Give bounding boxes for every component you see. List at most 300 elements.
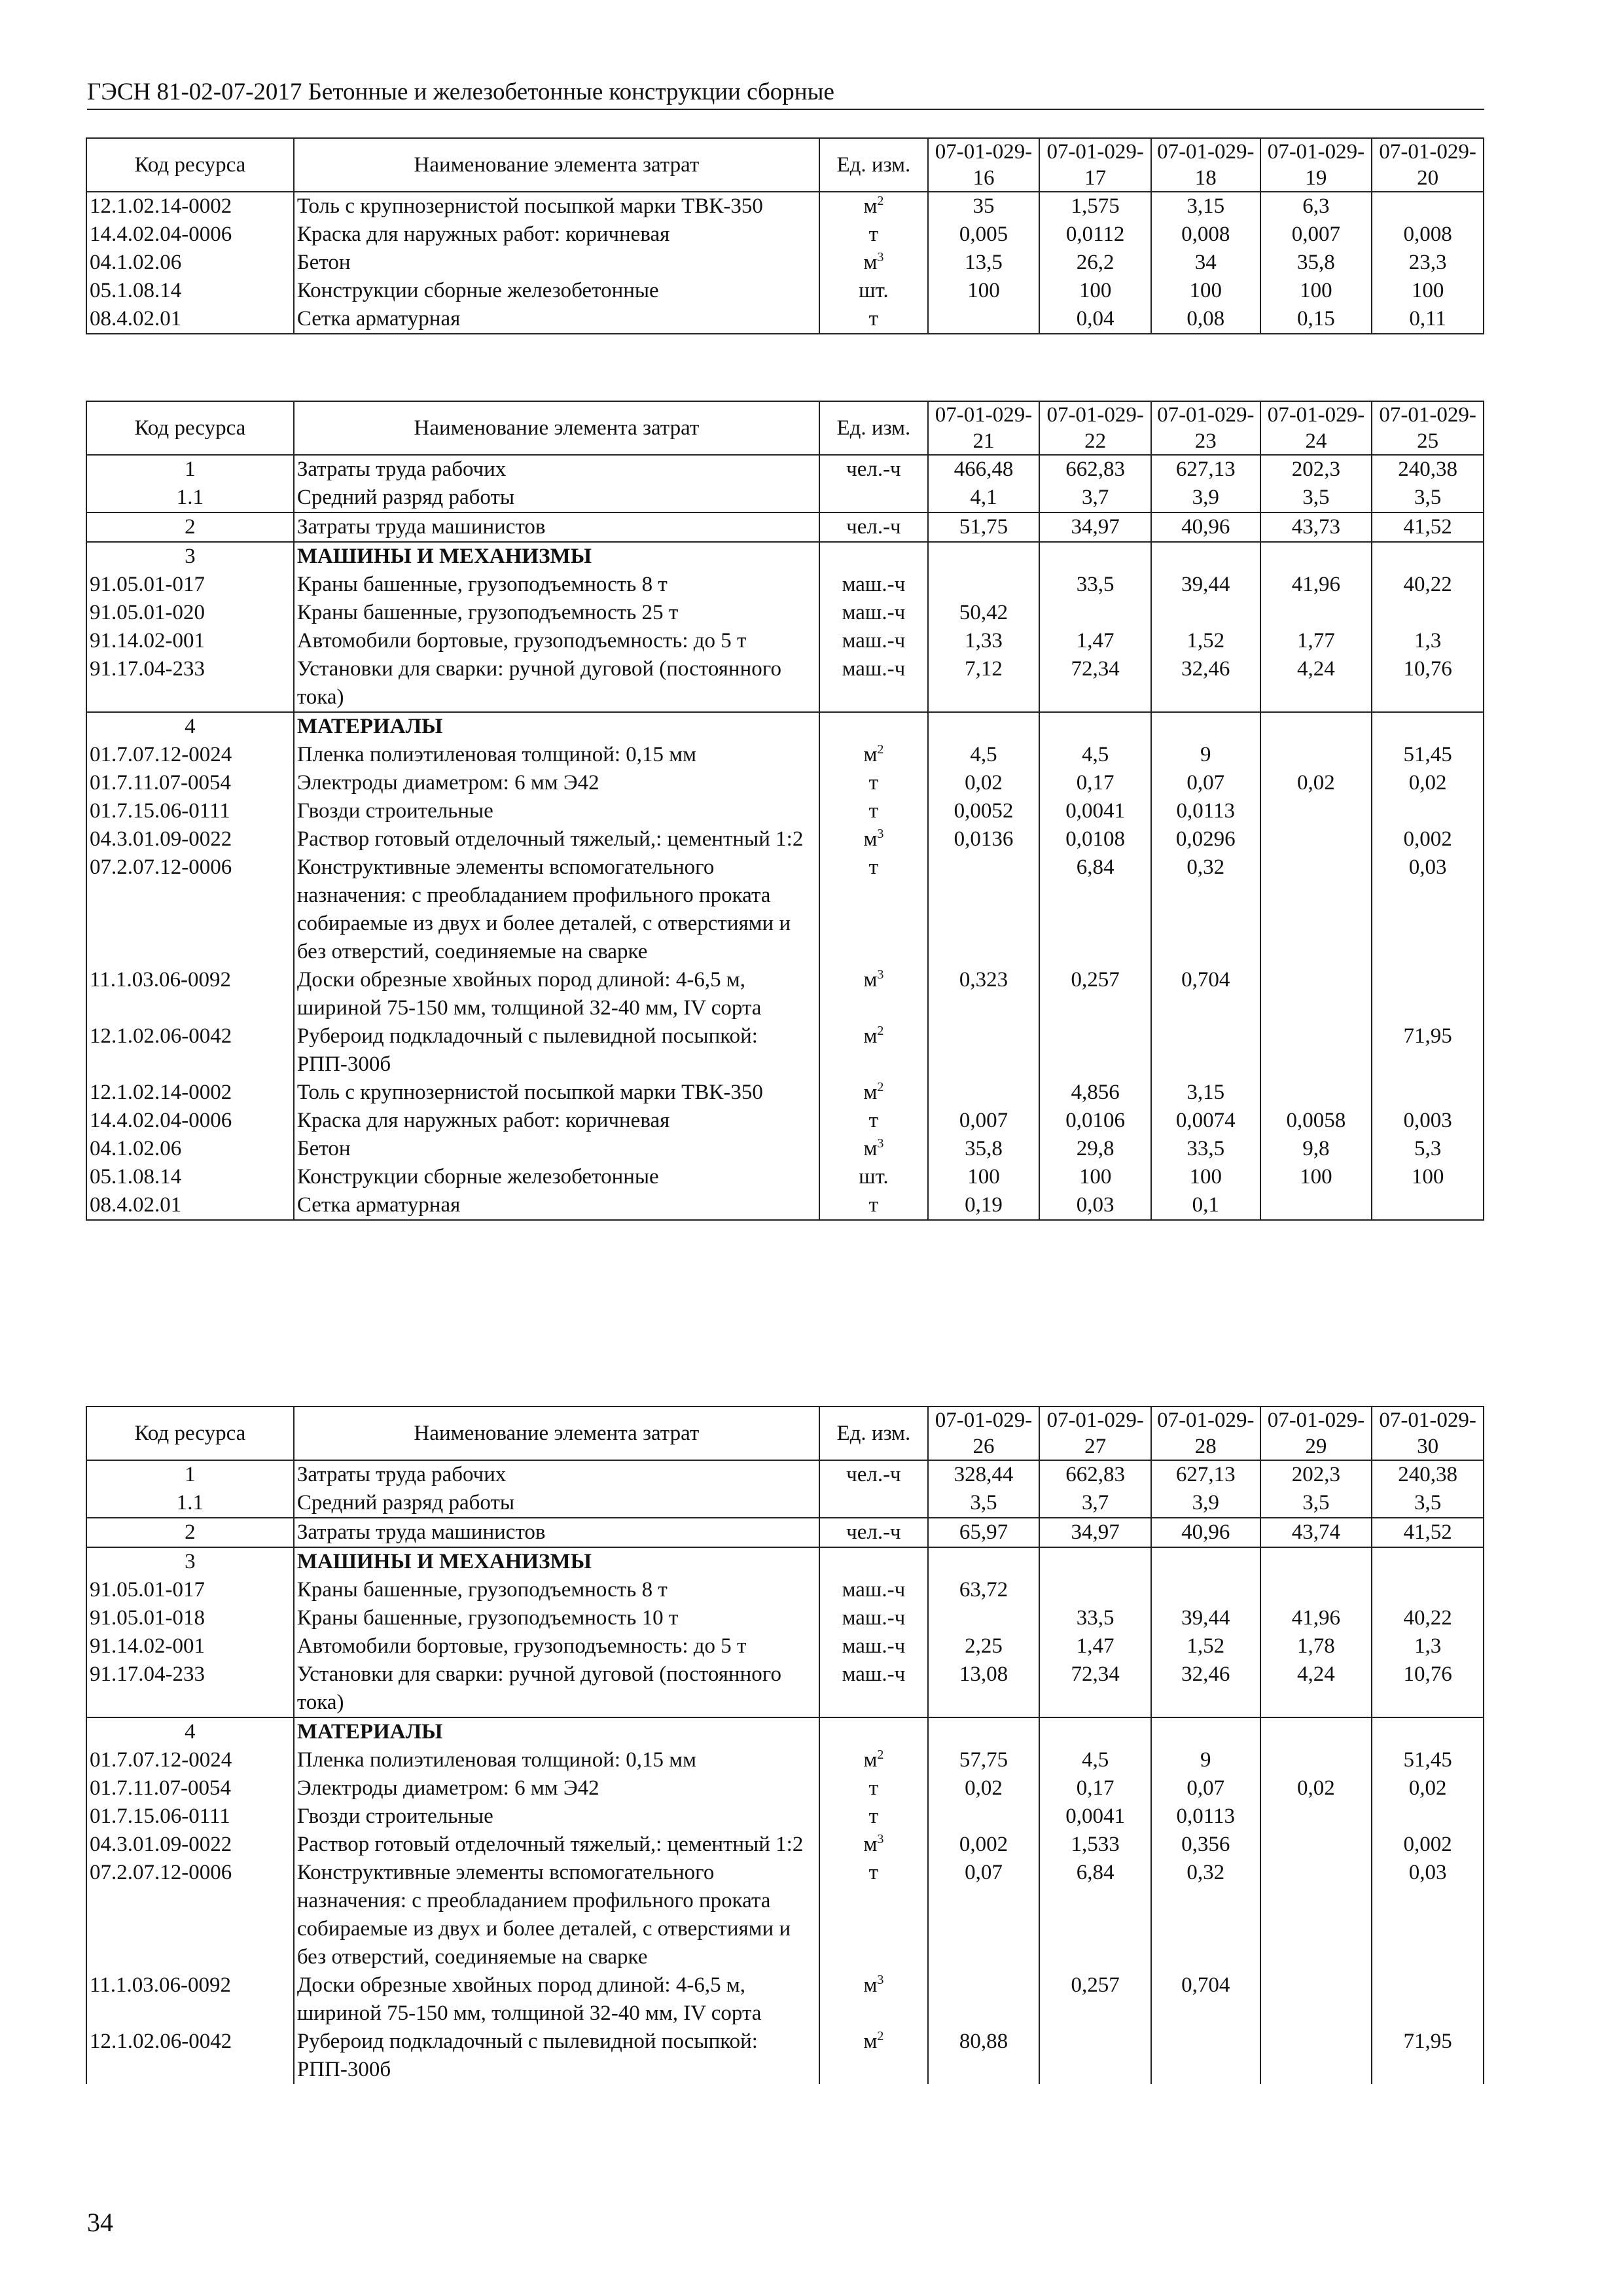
resource-value: 7,12 xyxy=(928,655,1040,712)
unit-superscript: 3 xyxy=(877,1973,884,1987)
resource-value xyxy=(1372,1717,1484,1746)
resource-value: 72,34 xyxy=(1039,655,1151,712)
column-header-norm: 07-01-029- 22 xyxy=(1039,401,1151,455)
resource-value xyxy=(928,712,1040,741)
resource-value xyxy=(1260,1576,1372,1604)
resource-value: 26,2 xyxy=(1039,249,1151,277)
resource-value: 3,5 xyxy=(1372,484,1484,512)
resource-code: 08.4.02.01 xyxy=(86,305,294,334)
resource-value: 0,04 xyxy=(1039,305,1151,334)
table-row xyxy=(86,571,1484,599)
resource-value: 0,02 xyxy=(1260,769,1372,797)
column-header-norm: 07-01-029- 24 xyxy=(1260,401,1372,455)
resource-value: 4,5 xyxy=(1039,741,1151,769)
resource-unit: т xyxy=(819,1774,928,1803)
column-header-norm: 07-01-029- 25 xyxy=(1372,401,1484,455)
table-row xyxy=(86,1518,1484,1547)
resource-value xyxy=(1151,542,1260,571)
resource-value: 39,44 xyxy=(1151,1604,1260,1632)
resource-value: 100 xyxy=(1372,1163,1484,1191)
resource-value xyxy=(1260,853,1372,966)
resource-value xyxy=(1151,1022,1260,1079)
resource-value: 1,52 xyxy=(1151,627,1260,655)
resource-code: 01.7.11.07-0054 xyxy=(86,1774,294,1803)
resource-value xyxy=(928,1803,1040,1831)
resource-name: Толь с крупнозернистой посыпкой марки ТВК-350 xyxy=(294,192,819,221)
resource-value: 0,02 xyxy=(928,769,1040,797)
table-row xyxy=(86,1746,1484,1774)
resource-value: 34 xyxy=(1151,249,1260,277)
resource-value: 43,74 xyxy=(1260,1518,1372,1547)
resource-value: 240,38 xyxy=(1372,1460,1484,1489)
resource-value: 0,323 xyxy=(928,966,1040,1022)
column-header-unit: Ед. изм. xyxy=(819,138,928,192)
resource-value xyxy=(928,1022,1040,1079)
resource-value: 34,97 xyxy=(1039,512,1151,542)
resource-value xyxy=(1372,1576,1484,1604)
resource-value: 9 xyxy=(1151,1746,1260,1774)
resource-value xyxy=(1151,712,1260,741)
resource-value: 41,96 xyxy=(1260,571,1372,599)
table-row xyxy=(86,1547,1484,1576)
resource-value: 100 xyxy=(1260,1163,1372,1191)
table-row xyxy=(86,1717,1484,1746)
resource-code: 12.1.02.06-0042 xyxy=(86,2028,294,2084)
resource-table xyxy=(86,401,1484,1221)
resource-unit: $м^2$ xyxy=(819,2028,928,2084)
column-header-norm: 07-01-029- 20 xyxy=(1372,138,1484,192)
resource-value: 40,96 xyxy=(1151,1518,1260,1547)
resource-name: Краска для наружных работ: коричневая xyxy=(294,221,819,249)
resource-value xyxy=(1039,1022,1151,1079)
page-number: 34 xyxy=(87,2208,113,2237)
table-row xyxy=(86,1774,1484,1803)
resource-code: 11.1.03.06-0092 xyxy=(86,1971,294,2028)
resource-code: 07.2.07.12-0006 xyxy=(86,853,294,966)
resource-code: 01.7.15.06-0111 xyxy=(86,797,294,825)
resource-value xyxy=(1151,2028,1260,2084)
resource-value: 0,0058 xyxy=(1260,1107,1372,1135)
resource-value xyxy=(1372,542,1484,571)
resource-value: 41,52 xyxy=(1372,1518,1484,1547)
resource-unit: т xyxy=(819,769,928,797)
resource-value: 6,84 xyxy=(1039,1859,1151,1971)
resource-name: Установки для сварки: ручной дуговой (постоянного тока) xyxy=(294,1660,819,1717)
resource-value: 0,02 xyxy=(1260,1774,1372,1803)
resource-unit xyxy=(819,1717,928,1746)
resource-code: 1.1 xyxy=(86,1489,294,1518)
resource-value: 627,13 xyxy=(1151,455,1260,484)
resource-name: Конструкции сборные железобетонные xyxy=(294,277,819,305)
table-header-row xyxy=(86,401,1484,455)
table-row xyxy=(86,1831,1484,1859)
resource-name: Гвозди строительные xyxy=(294,797,819,825)
resource-name: Сетка арматурная xyxy=(294,305,819,334)
resource-value xyxy=(928,1547,1040,1576)
resource-value: 40,22 xyxy=(1372,571,1484,599)
resource-name: Краска для наружных работ: коричневая xyxy=(294,1107,819,1135)
resource-value xyxy=(1039,599,1151,627)
resource-value: 40,96 xyxy=(1151,512,1260,542)
resource-value: 1,52 xyxy=(1151,1632,1260,1660)
resource-value: 0,002 xyxy=(1372,825,1484,853)
resource-value xyxy=(1039,2028,1151,2084)
resource-value: 0,07 xyxy=(1151,769,1260,797)
resource-value xyxy=(1260,1803,1372,1831)
resource-code: 2 xyxy=(86,512,294,542)
resource-value: 10,76 xyxy=(1372,655,1484,712)
table-row xyxy=(86,1576,1484,1604)
column-header-code: Код ресурса xyxy=(86,401,294,455)
resource-table xyxy=(86,1406,1484,2084)
resource-value: 100 xyxy=(1372,277,1484,305)
resource-value: 0,03 xyxy=(1039,1191,1151,1220)
column-header-norm: 07-01-029- 27 xyxy=(1039,1407,1151,1460)
unit-superscript: 3 xyxy=(877,1832,884,1846)
resource-value: 0,08 xyxy=(1151,305,1260,334)
resource-name: Толь с крупнозернистой посыпкой марки ТВК-350 xyxy=(294,1079,819,1107)
resource-value xyxy=(1260,1831,1372,1859)
resource-value: 32,46 xyxy=(1151,655,1260,712)
column-header-norm: 07-01-029- 23 xyxy=(1151,401,1260,455)
resource-value: 466,48 xyxy=(928,455,1040,484)
column-header-name: Наименование элемента затрат xyxy=(294,401,819,455)
resource-value: 3,5 xyxy=(1372,1489,1484,1518)
resource-value: 1,533 xyxy=(1039,1831,1151,1859)
resource-unit: маш.-ч xyxy=(819,627,928,655)
table-row xyxy=(86,484,1484,512)
table-row xyxy=(86,512,1484,542)
resource-value: 33,5 xyxy=(1039,1604,1151,1632)
resource-value: 0,1 xyxy=(1151,1191,1260,1220)
table-row xyxy=(86,966,1484,1022)
resource-value: 33,5 xyxy=(1151,1135,1260,1163)
table-row xyxy=(86,1489,1484,1518)
resource-value xyxy=(1260,1746,1372,1774)
resource-code: 11.1.03.06-0092 xyxy=(86,966,294,1022)
table-row xyxy=(86,249,1484,277)
resource-value: 0,0041 xyxy=(1039,797,1151,825)
column-header-name: Наименование элемента затрат xyxy=(294,138,819,192)
column-header-unit: Ед. изм. xyxy=(819,401,928,455)
resource-value: 328,44 xyxy=(928,1460,1040,1489)
resource-value xyxy=(1039,1717,1151,1746)
resource-value xyxy=(1039,1547,1151,1576)
resource-value xyxy=(1260,1022,1372,1079)
table-row xyxy=(86,1971,1484,2028)
unit-superscript: 3 xyxy=(877,250,884,264)
resource-value: 100 xyxy=(928,1163,1040,1191)
resource-code: 12.1.02.14-0002 xyxy=(86,192,294,221)
resource-unit: чел.-ч xyxy=(819,1518,928,1547)
resource-value xyxy=(1372,797,1484,825)
resource-value: 34,97 xyxy=(1039,1518,1151,1547)
resource-value: 32,46 xyxy=(1151,1660,1260,1717)
resource-value xyxy=(1372,1971,1484,2028)
resource-unit: $м^3$ xyxy=(819,249,928,277)
resource-value: 0,02 xyxy=(928,1774,1040,1803)
resource-unit xyxy=(819,1547,928,1576)
resource-value: 9 xyxy=(1151,741,1260,769)
resource-name: Бетон xyxy=(294,1135,819,1163)
resource-value xyxy=(1151,599,1260,627)
resource-name: Бетон xyxy=(294,249,819,277)
unit-superscript: 3 xyxy=(877,967,884,982)
resource-name: Установки для сварки: ручной дуговой (постоянного тока) xyxy=(294,655,819,712)
resource-value: 1,3 xyxy=(1372,627,1484,655)
resource-unit: маш.-ч xyxy=(819,1576,928,1604)
resource-value: 0,03 xyxy=(1372,1859,1484,1971)
unit-superscript: 2 xyxy=(877,194,884,208)
resource-value: 0,11 xyxy=(1372,305,1484,334)
resource-value: 0,002 xyxy=(1372,1831,1484,1859)
table-row xyxy=(86,305,1484,334)
resource-value: 1,47 xyxy=(1039,1632,1151,1660)
resource-value: 240,38 xyxy=(1372,455,1484,484)
resource-unit: т xyxy=(819,1859,928,1971)
column-header-norm: 07-01-029- 17 xyxy=(1039,138,1151,192)
resource-value: 100 xyxy=(1151,277,1260,305)
column-header-unit: Ед. изм. xyxy=(819,1407,928,1460)
resource-code: 91.05.01-018 xyxy=(86,1604,294,1632)
resource-value: 662,83 xyxy=(1039,455,1151,484)
resource-value: 0,007 xyxy=(928,1107,1040,1135)
table-row xyxy=(86,192,1484,221)
resource-value: 100 xyxy=(1260,277,1372,305)
resource-value xyxy=(928,542,1040,571)
resource-value: 202,3 xyxy=(1260,455,1372,484)
resource-unit: $м^3$ xyxy=(819,1971,928,2028)
resource-value: 100 xyxy=(1151,1163,1260,1191)
table-row xyxy=(86,1660,1484,1717)
resource-code: 04.3.01.09-0022 xyxy=(86,825,294,853)
column-header-code: Код ресурса xyxy=(86,138,294,192)
table-row xyxy=(86,1604,1484,1632)
resource-value: 4,5 xyxy=(928,741,1040,769)
resource-unit: $м^2$ xyxy=(819,1746,928,1774)
resource-value xyxy=(1260,797,1372,825)
resource-value xyxy=(1151,1576,1260,1604)
resource-value xyxy=(1260,1079,1372,1107)
table-row xyxy=(86,1135,1484,1163)
resource-value: 0,17 xyxy=(1039,1774,1151,1803)
resource-code: 05.1.08.14 xyxy=(86,277,294,305)
resource-value: 662,83 xyxy=(1039,1460,1151,1489)
table-row xyxy=(86,221,1484,249)
resource-unit: маш.-ч xyxy=(819,571,928,599)
resource-value: 71,95 xyxy=(1372,1022,1484,1079)
resource-unit: маш.-ч xyxy=(819,1632,928,1660)
resource-value: 72,34 xyxy=(1039,1660,1151,1717)
resource-value: 3,9 xyxy=(1151,1489,1260,1518)
resource-unit xyxy=(819,484,928,512)
resource-value: 0,0296 xyxy=(1151,825,1260,853)
resource-value: 0,0112 xyxy=(1039,221,1151,249)
table-row xyxy=(86,825,1484,853)
resource-value: 3,7 xyxy=(1039,1489,1151,1518)
resource-value: 57,75 xyxy=(928,1746,1040,1774)
table-header-row xyxy=(86,1407,1484,1460)
resource-value: 4,5 xyxy=(1039,1746,1151,1774)
column-header-norm: 07-01-029- 19 xyxy=(1260,138,1372,192)
resource-code: 4 xyxy=(86,712,294,741)
resource-unit: $м^3$ xyxy=(819,1831,928,1859)
resource-value xyxy=(1372,1191,1484,1220)
resource-value: 0,0113 xyxy=(1151,1803,1260,1831)
resource-value: 0,002 xyxy=(928,1831,1040,1859)
resource-name: Рубероид подкладочный с пылевидной посыпкой: РПП-300б xyxy=(294,2028,819,2084)
resource-unit: т xyxy=(819,1803,928,1831)
resource-name: Рубероид подкладочный с пылевидной посыпкой: РПП-300б xyxy=(294,1022,819,1079)
resource-value xyxy=(1260,966,1372,1022)
resource-name: Раствор готовый отделочный тяжелый,: цементный 1:2 xyxy=(294,1831,819,1859)
resource-name: МАШИНЫ И МЕХАНИЗМЫ xyxy=(294,1547,819,1576)
unit-superscript: 3 xyxy=(877,827,884,841)
resource-name: МАТЕРИАЛЫ xyxy=(294,1717,819,1746)
resource-unit: $м^3$ xyxy=(819,1135,928,1163)
resource-value xyxy=(928,1971,1040,2028)
resource-value: 0,008 xyxy=(1151,221,1260,249)
unit-superscript: 2 xyxy=(877,1748,884,1762)
resource-value: 1,77 xyxy=(1260,627,1372,655)
resource-value xyxy=(1039,542,1151,571)
resource-code: 12.1.02.06-0042 xyxy=(86,1022,294,1079)
resource-unit xyxy=(819,712,928,741)
resource-code: 91.14.02-001 xyxy=(86,1632,294,1660)
resource-name: Затраты труда рабочих xyxy=(294,1460,819,1489)
resource-value: 0,07 xyxy=(1151,1774,1260,1803)
resource-name: Электроды диаметром: 6 мм Э42 xyxy=(294,1774,819,1803)
resource-value: 0,03 xyxy=(1372,853,1484,966)
resource-value: 51,75 xyxy=(928,512,1040,542)
resource-value: 0,356 xyxy=(1151,1831,1260,1859)
resource-value: 35 xyxy=(928,192,1040,221)
resource-code: 4 xyxy=(86,1717,294,1746)
resource-value: 0,0041 xyxy=(1039,1803,1151,1831)
resource-code: 91.05.01-020 xyxy=(86,599,294,627)
resource-value: 50,42 xyxy=(928,599,1040,627)
resource-value: 41,96 xyxy=(1260,1604,1372,1632)
resource-value: 0,32 xyxy=(1151,853,1260,966)
resource-value xyxy=(1151,1717,1260,1746)
resource-name: Сетка арматурная xyxy=(294,1191,819,1220)
resource-value xyxy=(1039,1576,1151,1604)
resource-value xyxy=(1260,1859,1372,1971)
resource-unit: $м^2$ xyxy=(819,1079,928,1107)
resource-value: 0,0108 xyxy=(1039,825,1151,853)
resource-value xyxy=(1372,712,1484,741)
resource-value: 2,25 xyxy=(928,1632,1040,1660)
resource-code: 01.7.11.07-0054 xyxy=(86,769,294,797)
resource-value: 3,5 xyxy=(1260,1489,1372,1518)
resource-unit: $м^3$ xyxy=(819,825,928,853)
resource-value: 39,44 xyxy=(1151,571,1260,599)
table-row xyxy=(86,1079,1484,1107)
resource-value: 13,5 xyxy=(928,249,1040,277)
resource-code: 91.17.04-233 xyxy=(86,655,294,712)
resource-name: Раствор готовый отделочный тяжелый,: цементный 1:2 xyxy=(294,825,819,853)
resource-value: 0,17 xyxy=(1039,769,1151,797)
resource-value: 100 xyxy=(928,277,1040,305)
resource-value xyxy=(1372,966,1484,1022)
resource-unit: $м^3$ xyxy=(819,966,928,1022)
resource-value: 0,257 xyxy=(1039,1971,1151,2028)
resource-unit: $м^2$ xyxy=(819,1022,928,1079)
table-row xyxy=(86,1460,1484,1489)
table-row xyxy=(86,797,1484,825)
table-row xyxy=(86,712,1484,741)
resource-value: 63,72 xyxy=(928,1576,1040,1604)
resource-code: 07.2.07.12-0006 xyxy=(86,1859,294,1971)
resource-value xyxy=(1260,1717,1372,1746)
resource-code: 01.7.07.12-0024 xyxy=(86,1746,294,1774)
table-header-row xyxy=(86,138,1484,192)
resource-value xyxy=(928,571,1040,599)
resource-value: 100 xyxy=(1039,277,1151,305)
resource-unit: $м^2$ xyxy=(819,741,928,769)
resource-code: 14.4.02.04-0006 xyxy=(86,221,294,249)
resource-value xyxy=(1372,192,1484,221)
resource-unit: чел.-ч xyxy=(819,455,928,484)
resource-value: 71,95 xyxy=(1372,2028,1484,2084)
resource-name: Автомобили бортовые, грузоподъемность: до 5 т xyxy=(294,1632,819,1660)
resource-value: 6,84 xyxy=(1039,853,1151,966)
resource-value: 10,76 xyxy=(1372,1660,1484,1717)
resource-value xyxy=(1260,599,1372,627)
resource-unit: шт. xyxy=(819,1163,928,1191)
table-row xyxy=(86,853,1484,966)
resource-value: 0,02 xyxy=(1372,1774,1484,1803)
resource-name: Доски обрезные хвойных пород длиной: 4-6,5 м, шириной 75-150 мм, толщиной 32-40 мм, IV сорта xyxy=(294,1971,819,2028)
unit-superscript: 2 xyxy=(877,2029,884,2043)
resource-value: 3,7 xyxy=(1039,484,1151,512)
resource-value: 3,15 xyxy=(1151,1079,1260,1107)
resource-unit: чел.-ч xyxy=(819,512,928,542)
column-header-norm: 07-01-029- 28 xyxy=(1151,1407,1260,1460)
resource-value xyxy=(1260,2028,1372,2084)
table-row xyxy=(86,627,1484,655)
table-row xyxy=(86,1022,1484,1079)
resource-value xyxy=(1260,1547,1372,1576)
resource-name: Затраты труда машинистов xyxy=(294,512,819,542)
column-header-code: Код ресурса xyxy=(86,1407,294,1460)
resource-value: 51,45 xyxy=(1372,1746,1484,1774)
resource-value: 23,3 xyxy=(1372,249,1484,277)
resource-name: Электроды диаметром: 6 мм Э42 xyxy=(294,769,819,797)
resource-value: 40,22 xyxy=(1372,1604,1484,1632)
resource-value: 80,88 xyxy=(928,2028,1040,2084)
resource-unit: т xyxy=(819,853,928,966)
resource-name: МАТЕРИАЛЫ xyxy=(294,712,819,741)
resource-value: 1,3 xyxy=(1372,1632,1484,1660)
resource-value: 0,0113 xyxy=(1151,797,1260,825)
resource-value xyxy=(1372,1803,1484,1831)
table-row xyxy=(86,1191,1484,1220)
resource-value xyxy=(1372,1547,1484,1576)
resource-value: 0,704 xyxy=(1151,966,1260,1022)
resource-name: Краны башенные, грузоподъемность 8 т xyxy=(294,1576,819,1604)
table-row xyxy=(86,2028,1484,2084)
resource-value: 0,007 xyxy=(1260,221,1372,249)
table-row xyxy=(86,1107,1484,1135)
resource-code: 91.14.02-001 xyxy=(86,627,294,655)
resource-code: 01.7.07.12-0024 xyxy=(86,741,294,769)
unit-superscript: 3 xyxy=(877,1136,884,1151)
resource-name: Гвозди строительные xyxy=(294,1803,819,1831)
resource-value: 33,5 xyxy=(1039,571,1151,599)
resource-value: 3,5 xyxy=(1260,484,1372,512)
column-header-name: Наименование элемента затрат xyxy=(294,1407,819,1460)
